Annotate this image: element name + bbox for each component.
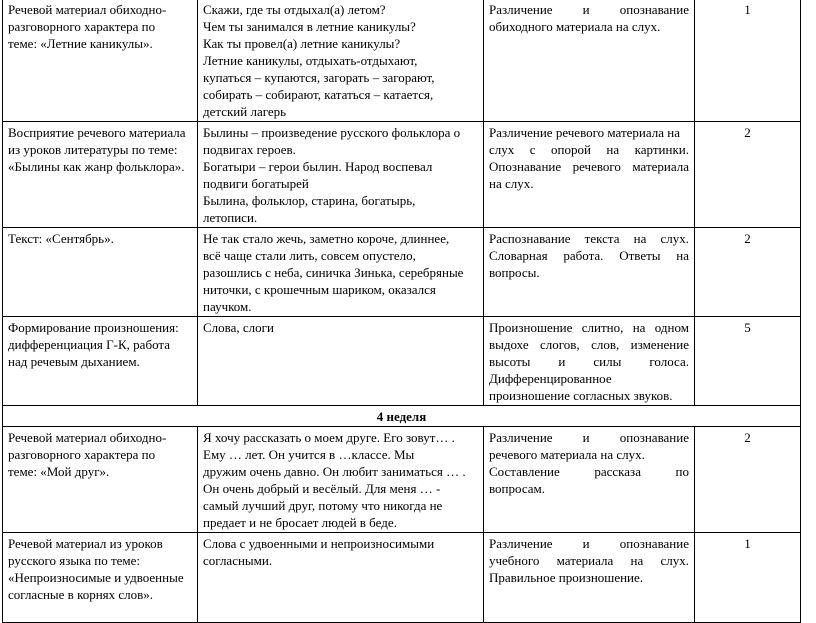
content-cell: Слова, слоги (198, 317, 484, 406)
hours-cell: 1 (695, 533, 801, 623)
hours-cell: 2 (695, 427, 801, 533)
activity-cell: Различение и опознавание речевого материала на слух. Составление рассказа по вопросам. (484, 427, 695, 533)
hours-cell: 5 (695, 317, 801, 406)
week-header-row (3, 406, 801, 427)
content-cell: Не так стало жечь, заметно короче, длиннее, всё чаще стали лить, совсем опустело, разошлись с неба, синичка Зинька, серебряные ниточки, с крошечным шариком, оказался паучком. (198, 228, 484, 317)
hours-cell: 2 (695, 228, 801, 317)
topic-cell: Формирование произношения: дифференциация Г-К, работа над речевым дыханием. (3, 317, 198, 406)
topic-cell: Речевой материал обиходно- разговорного характера по теме: «Мой друг». (3, 427, 198, 533)
table-row (3, 0, 801, 122)
table-row (3, 533, 801, 623)
week-label: 4 неделя (3, 406, 801, 427)
table-row (3, 427, 801, 533)
activity-cell: Различение и опознавание учебного материала на слух. Правильное произношение. (484, 533, 695, 623)
topic-cell: Восприятие речевого материала из уроков литературы по теме: «Былины как жанр фольклора». (3, 122, 198, 228)
table-row (3, 122, 801, 228)
content-cell: Былины – произведение русского фольклора о подвигах героев. Богатыри – герои былин. Народ воспевал подвиги богатырей Былина, фольклор, старина, богатырь, летописи. (198, 122, 484, 228)
lesson-plan-table (2, 0, 801, 623)
activity-cell: Различение речевого материала на слух с опорой на картинки. Опознавание речевого материала на слух. (484, 122, 695, 228)
activity-cell: Произношение слитно, на одном выдохе слогов, слов, изменение высоты и силы голоса. Дифференцированное произношение согласных звуков. (484, 317, 695, 406)
topic-cell: Речевой материал обиходно- разговорного характера по теме: «Летние каникулы». (3, 0, 198, 122)
activity-cell: Различение и опознавание обиходного материала на слух. (484, 0, 695, 122)
topic-cell: Текст: «Сентябрь». (3, 228, 198, 317)
hours-cell: 1 (695, 0, 801, 122)
hours-cell: 2 (695, 122, 801, 228)
content-cell: Я хочу рассказать о моем друге. Его зовут… . Ему … лет. Он учится в …классе. Мы дружим очень давно. Он любит заниматься … . Он очень добрый и весёлый. Для меня … - самый лучший друг, потому что никогда не предает и не бросает людей в беде. (198, 427, 484, 533)
table-row (3, 228, 801, 317)
activity-cell: Распознавание текста на слух. Словарная работа. Ответы на вопросы. (484, 228, 695, 317)
table-row (3, 317, 801, 406)
content-cell: Скажи, где ты отдыхал(а) летом? Чем ты занимался в летние каникулы? Как ты провел(а) летние каникулы? Летние каникулы, отдыхать-отдыхают, купаться – купаются, загорать – загорают, собирать – собирают, кататься – катается, детский лагерь (198, 0, 484, 122)
content-cell: Слова с удвоенными и непроизносимыми согласными. (198, 533, 484, 623)
topic-cell: Речевой материал из уроков русского языка по теме: «Непроизносимые и удвоенные согласные в корнях слов». (3, 533, 198, 623)
